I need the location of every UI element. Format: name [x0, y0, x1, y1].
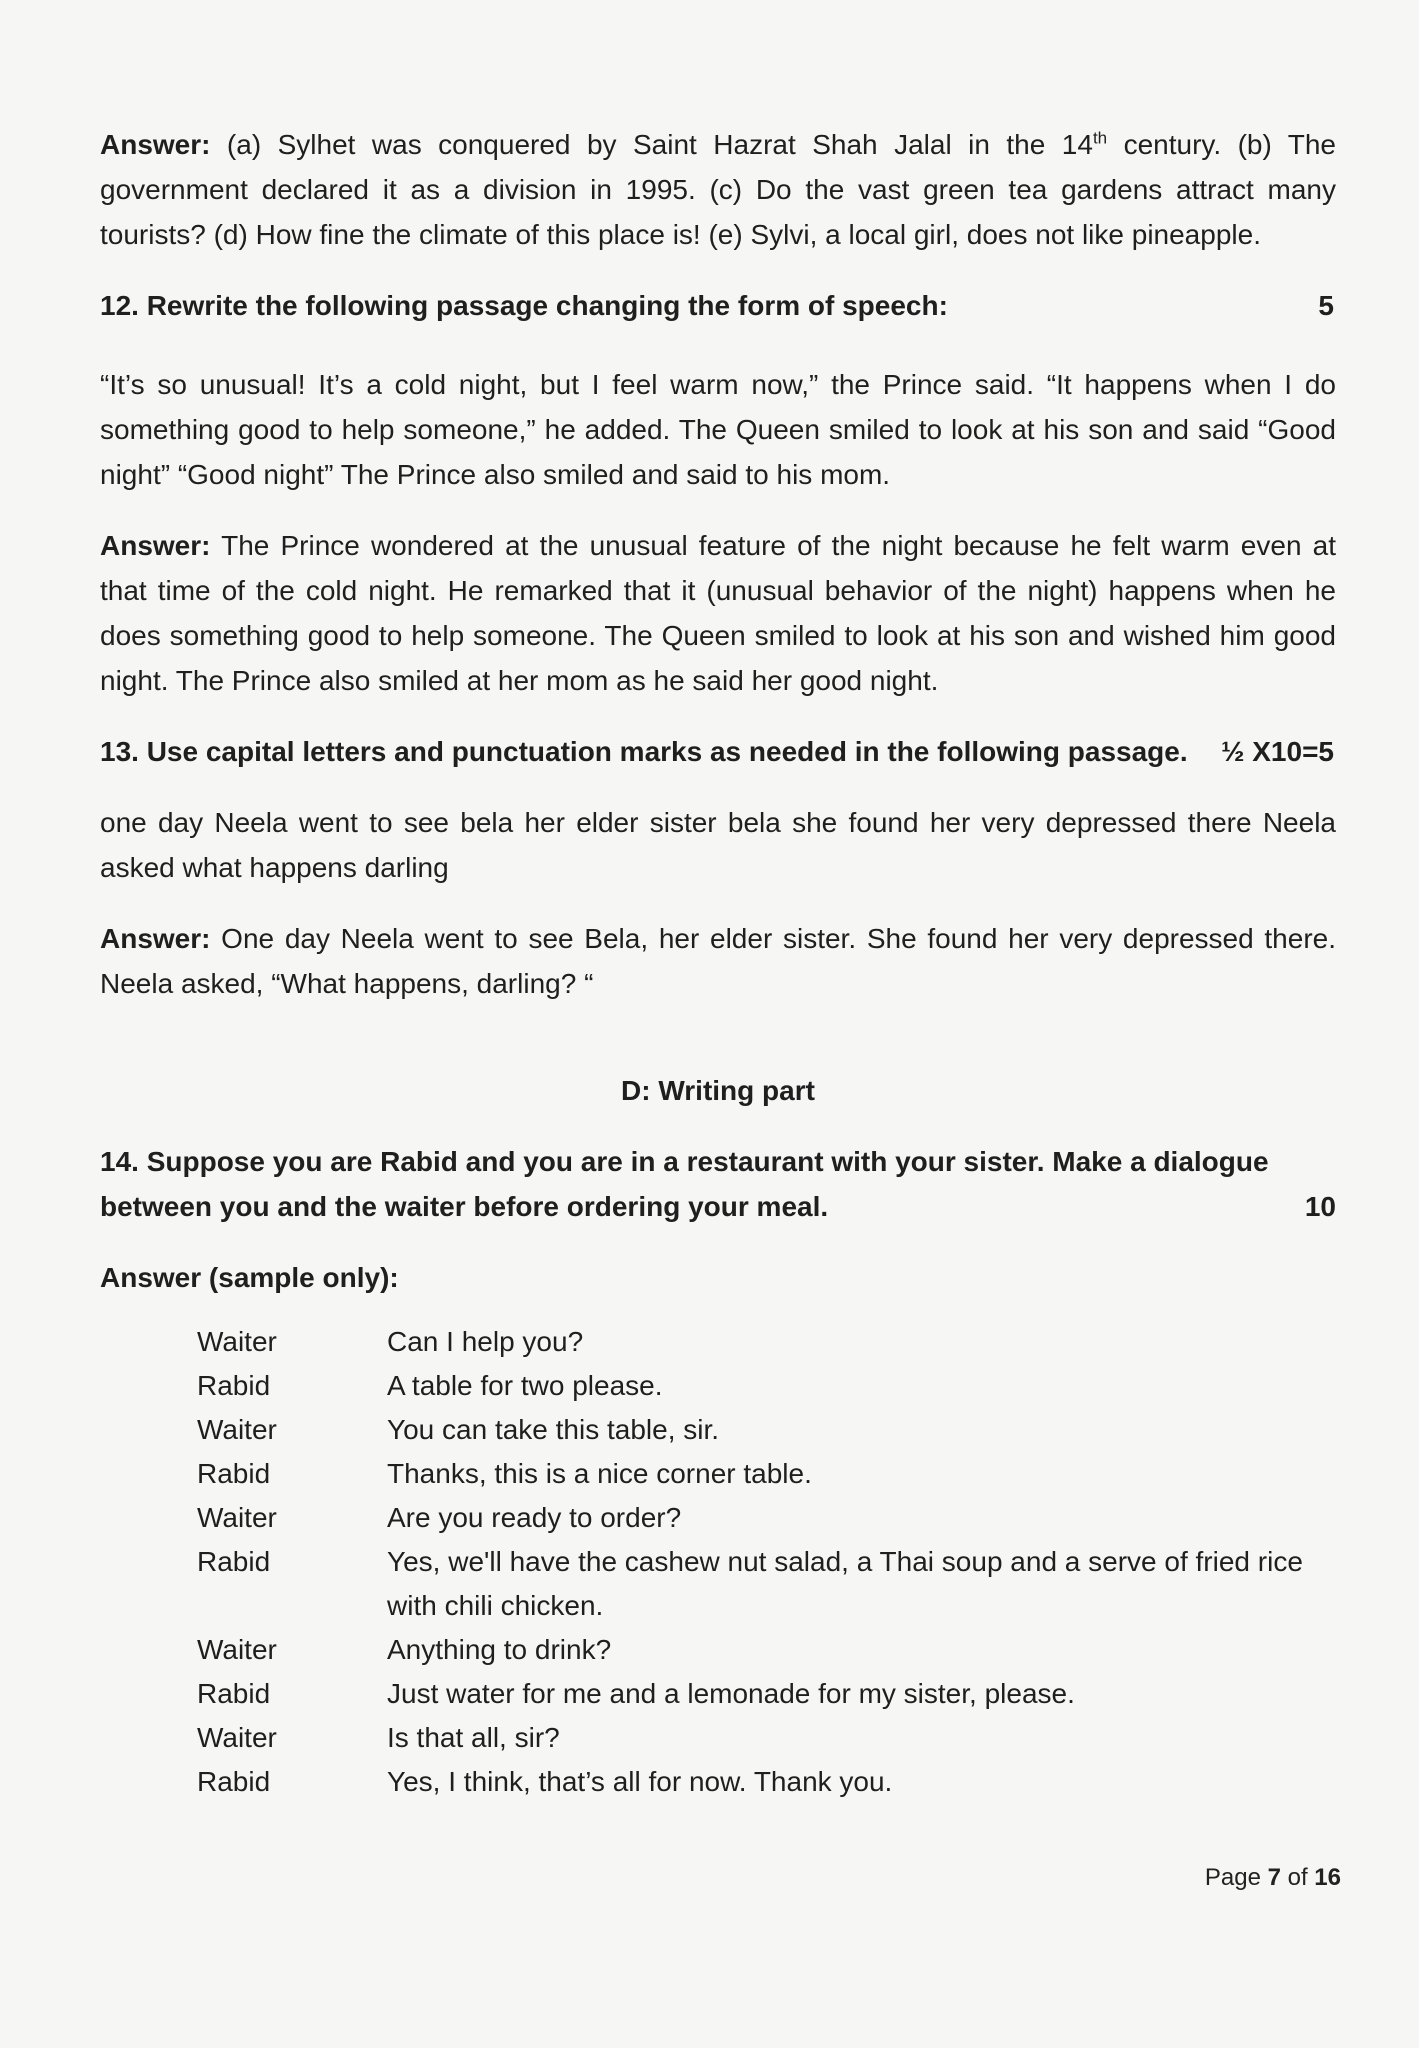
- page-of: of: [1280, 1864, 1315, 1891]
- dialogue-row: [197, 1496, 1347, 1540]
- dialogue-speaker: Rabid: [197, 1370, 271, 1401]
- dialogue-row: [197, 1408, 1347, 1452]
- answer-text: The Prince wondered at the unusual feature of the night because he felt warm even at that time of the cold night. He remarked that it (unusual behavior of the night) happens when he does something good to help someone. The Queen smiled to look at his son and wished him good night. The Prince also smiled at her mom as he said her good night.: [100, 530, 1336, 696]
- section-d-title: D: Writing part: [621, 1075, 815, 1106]
- dialogue-speaker: Waiter: [197, 1722, 277, 1753]
- dialogue-row: [197, 1452, 1347, 1496]
- page-content: [100, 122, 1336, 1804]
- dialogue-line: Thanks, this is a nice corner table.: [387, 1458, 812, 1489]
- answer-text-continued: century. (b) The government declared it as a division in 1995. (c) Do the vast green tea gardens attract many tourists? (d) How fine the climate of this place is! (e) Sylvi, a local girl, does not like pineapple.: [100, 129, 1337, 250]
- dialogue-line: Are you ready to order?: [387, 1502, 682, 1533]
- q12-answer: [100, 523, 1336, 703]
- page-prefix: Page: [1204, 1864, 1268, 1891]
- question-text: 13. Use capital letters and punctuation marks as needed in the following passage.: [100, 736, 1188, 767]
- dialogue-row: [197, 1760, 1347, 1804]
- dialogue-row: [197, 1716, 1347, 1760]
- dialogue-row: [197, 1540, 1347, 1628]
- page-number-footer: [1205, 1862, 1341, 1894]
- current-page: 7: [1267, 1864, 1281, 1891]
- question-text-line1: 14. Suppose you are Rabid and you are in a restaurant with your sister. Make a dialogue: [100, 1146, 1269, 1177]
- total-pages: 16: [1314, 1864, 1341, 1891]
- question-text: 12. Rewrite the following passage changing the form of speech:: [100, 290, 948, 321]
- dialogue-speaker: Waiter: [197, 1502, 277, 1533]
- q13-passage: one day Neela went to see bela her elder sister bela she found her very depressed there Neela asked what happens darling: [100, 807, 1336, 883]
- dialogue-speaker: Waiter: [197, 1326, 277, 1357]
- dialogue-line: You can take this table, sir.: [387, 1414, 720, 1445]
- dialogue-row: [197, 1320, 1347, 1364]
- question-marks: 10: [1304, 1191, 1336, 1222]
- dialogue-speaker: Rabid: [197, 1678, 271, 1709]
- dialogue-speaker: Waiter: [197, 1634, 277, 1665]
- dialogue-line: Is that all, sir?: [387, 1722, 560, 1753]
- dialogue-speaker: Waiter: [197, 1414, 277, 1445]
- dialogue-speaker: Rabid: [197, 1546, 271, 1577]
- ordinal-suffix: th: [1092, 128, 1108, 148]
- dialogue-line: Anything to drink?: [387, 1634, 612, 1665]
- dialogue-line: Yes, I think, that’s all for now. Thank you.: [387, 1766, 893, 1797]
- dialogue-line: Yes, we'll have the cashew nut salad, a Thai soup and a serve of fried rice with chili chicken.: [387, 1546, 1303, 1621]
- answer-label: Answer:: [100, 923, 211, 954]
- dialogue-table: [197, 1320, 1347, 1804]
- dialogue-speaker: Rabid: [197, 1766, 271, 1797]
- question-marks: 5: [1318, 290, 1334, 321]
- dialogue-speaker: Rabid: [197, 1458, 271, 1489]
- sample-answer-label: Answer (sample only):: [100, 1262, 399, 1293]
- dialogue-row: [197, 1672, 1347, 1716]
- answer-text: (a) Sylhet was conquered by Saint Hazrat Shah Jalal in the 14: [210, 129, 1093, 160]
- q12-passage: “It’s so unusual! It’s a cold night, but I feel warm now,” the Prince said. “It happens when I do something good to help someone,” he added. The Queen smiled to look at his son and said “Good night” “Good night” The Prince also smiled and said to his mom.: [100, 369, 1336, 490]
- question-marks: ½ X10=5: [1221, 736, 1334, 767]
- answer-label: Answer:: [100, 530, 211, 561]
- q14-heading: [100, 1139, 1336, 1229]
- answer-text: One day Neela went to see Bela, her elder sister. She found her very depressed there. Neela asked, “What happens, darling? “: [100, 923, 1336, 999]
- dialogue-line: Just water for me and a lemonade for my sister, please.: [387, 1678, 1075, 1709]
- q13-heading: [100, 729, 1336, 774]
- dialogue-row: [197, 1628, 1347, 1672]
- q13-answer: [100, 916, 1336, 1006]
- dialogue-row: [197, 1364, 1347, 1408]
- question-text-line2: between you and the waiter before ordering your meal.: [100, 1191, 829, 1222]
- q11-answer: [100, 122, 1336, 257]
- q12-heading: [100, 283, 1336, 328]
- dialogue-line: A table for two please.: [387, 1370, 663, 1401]
- answer-label: Answer:: [100, 129, 211, 160]
- dialogue-line: Can I help you?: [387, 1326, 584, 1357]
